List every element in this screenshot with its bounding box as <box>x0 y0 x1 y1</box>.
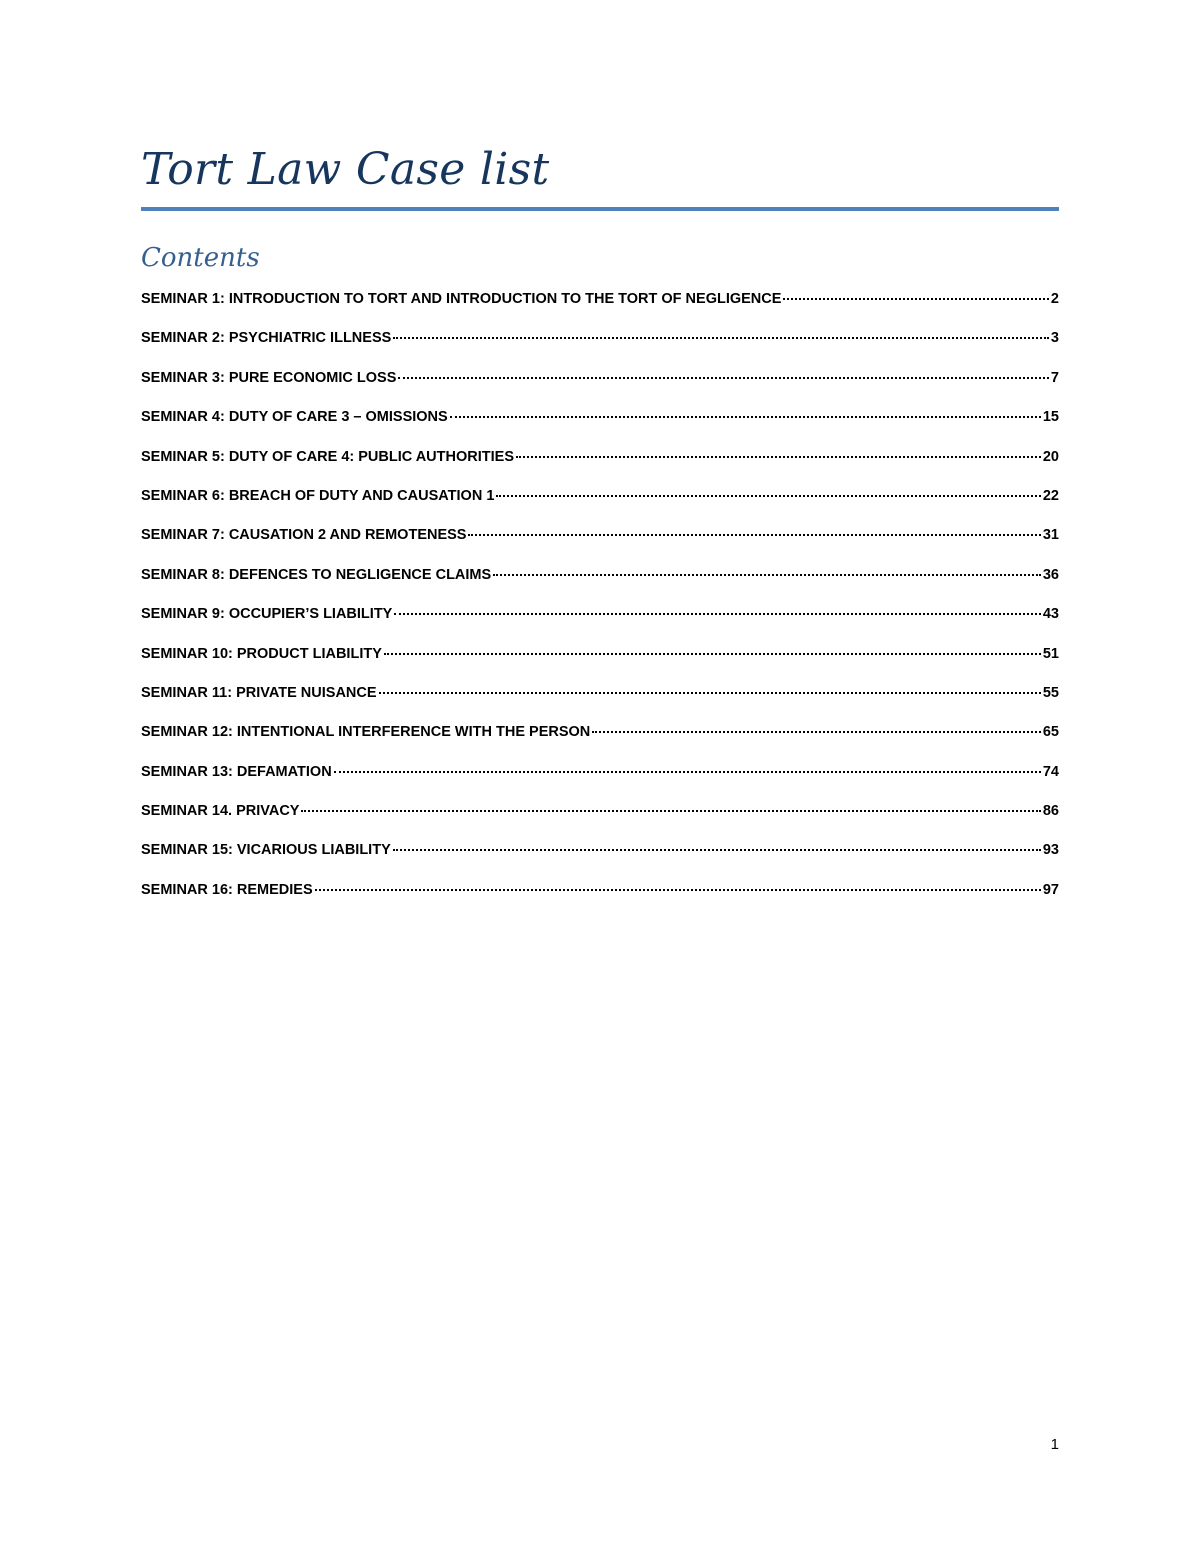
toc-dot-leader <box>493 574 1041 576</box>
toc-entry-label: SEMINAR 1: INTRODUCTION TO TORT AND INTRODUCTION TO THE TORT OF NEGLIGENCE <box>141 291 782 307</box>
toc-entry-page: 31 <box>1042 527 1059 544</box>
toc-entry[interactable] <box>141 606 1059 645</box>
toc-entry-page: 93 <box>1042 842 1059 859</box>
toc-entry-page: 74 <box>1042 763 1059 780</box>
toc-entry[interactable] <box>141 488 1059 527</box>
toc-dot-leader <box>783 298 1049 300</box>
toc-entry-page: 86 <box>1042 803 1059 820</box>
toc-entry-label: SEMINAR 11: PRIVATE NUISANCE <box>141 684 377 701</box>
toc-entry-page: 97 <box>1042 881 1059 898</box>
toc-entry-page: 55 <box>1042 684 1059 701</box>
toc-dot-leader <box>516 456 1041 458</box>
toc-entry-label: SEMINAR 6: BREACH OF DUTY AND CAUSATION 1 <box>141 487 495 504</box>
toc-dot-leader <box>379 692 1041 694</box>
toc-entry[interactable] <box>141 567 1059 606</box>
toc-entry-page: 15 <box>1042 409 1059 426</box>
toc-entry-page: 7 <box>1050 369 1059 386</box>
toc-entry-label: SEMINAR 13: DEFAMATION <box>141 763 332 780</box>
toc-entry-label: SEMINAR 14. PRIVACY <box>141 803 300 820</box>
toc-entry-page: 20 <box>1042 448 1059 465</box>
toc-dot-leader <box>315 889 1041 891</box>
toc-entry[interactable] <box>141 842 1059 881</box>
toc-entry[interactable] <box>141 409 1059 448</box>
toc-entry[interactable] <box>141 646 1059 685</box>
toc-entry-page: 2 <box>1050 291 1059 307</box>
toc-entry[interactable] <box>141 291 1059 330</box>
toc-entry-label: SEMINAR 15: VICARIOUS LIABILITY <box>141 842 391 859</box>
toc-dot-leader <box>393 337 1049 339</box>
toc-entry[interactable] <box>141 685 1059 724</box>
toc-entry[interactable] <box>141 882 1059 921</box>
toc-entry-page: 65 <box>1042 724 1059 741</box>
toc-dot-leader <box>334 771 1041 773</box>
toc-dot-leader <box>384 653 1041 655</box>
toc-entry-page: 22 <box>1042 487 1059 504</box>
toc-dot-leader <box>450 416 1041 418</box>
toc-entry-label: SEMINAR 4: DUTY OF CARE 3 – OMISSIONS <box>141 409 448 426</box>
table-of-contents <box>141 291 1059 921</box>
toc-dot-leader <box>301 810 1040 812</box>
toc-dot-leader <box>394 613 1041 615</box>
document-title: Tort Law Case list <box>141 144 550 195</box>
toc-dot-leader <box>496 495 1040 497</box>
toc-entry[interactable] <box>141 527 1059 566</box>
toc-dot-leader <box>398 377 1049 379</box>
title-underline-rule <box>141 207 1059 211</box>
toc-entry[interactable] <box>141 449 1059 488</box>
toc-entry-label: SEMINAR 10: PRODUCT LIABILITY <box>141 645 382 662</box>
toc-dot-leader <box>468 534 1040 536</box>
toc-entry[interactable] <box>141 764 1059 803</box>
contents-heading: Contents <box>141 243 260 273</box>
toc-entry-page: 36 <box>1042 566 1059 583</box>
toc-entry-label: SEMINAR 12: INTENTIONAL INTERFERENCE WITH THE PERSON <box>141 724 591 741</box>
toc-entry-page: 3 <box>1050 330 1059 347</box>
toc-entry[interactable] <box>141 724 1059 763</box>
toc-dot-leader <box>592 731 1041 733</box>
toc-entry-label: SEMINAR 3: PURE ECONOMIC LOSS <box>141 369 397 386</box>
toc-entry-page: 43 <box>1042 606 1059 623</box>
toc-entry-label: SEMINAR 16: REMEDIES <box>141 881 313 898</box>
toc-entry[interactable] <box>141 330 1059 369</box>
toc-entry-label: SEMINAR 9: OCCUPIER’S LIABILITY <box>141 606 393 623</box>
toc-dot-leader <box>393 849 1041 851</box>
toc-entry-label: SEMINAR 8: DEFENCES TO NEGLIGENCE CLAIMS <box>141 566 492 583</box>
page-number: 1 <box>1050 1436 1059 1453</box>
toc-entry-page: 51 <box>1042 645 1059 662</box>
toc-entry[interactable] <box>141 370 1059 409</box>
toc-entry-label: SEMINAR 7: CAUSATION 2 AND REMOTENESS <box>141 527 467 544</box>
toc-entry[interactable] <box>141 803 1059 842</box>
toc-entry-label: SEMINAR 5: DUTY OF CARE 4: PUBLIC AUTHORITIES <box>141 448 514 465</box>
toc-entry-label: SEMINAR 2: PSYCHIATRIC ILLNESS <box>141 330 392 347</box>
